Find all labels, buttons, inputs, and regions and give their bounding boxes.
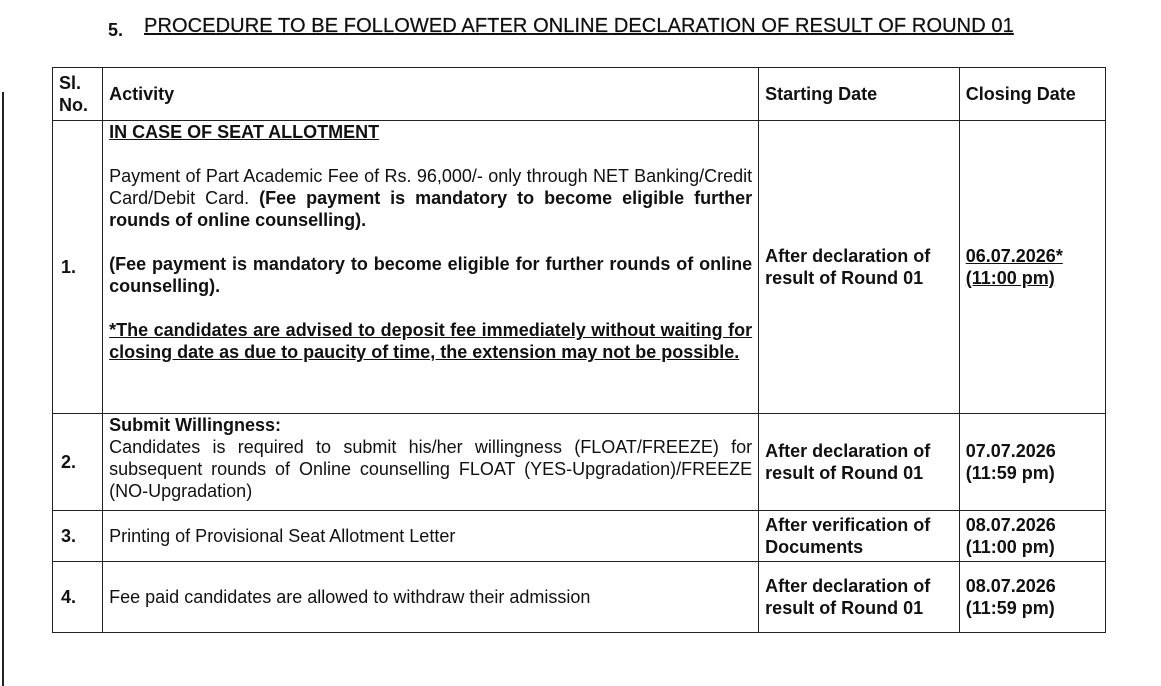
row-closing-date bbox=[959, 414, 1105, 511]
activity-text: Payment of Part Academic Fee of Rs. 96,000/- only through NET Banking/Credit Card/Debit Card. bbox=[109, 166, 753, 208]
row-closing-date bbox=[959, 511, 1105, 562]
activity-warning: *The candidates are advised to deposit fee immediately without waiting for closing date as due to paucity of time, the extension may not be possible. bbox=[109, 320, 753, 362]
closing-time: (11:59 pm) bbox=[965, 463, 1055, 483]
row-sl-no: 2. bbox=[53, 414, 103, 511]
header-activity: Activity bbox=[103, 68, 759, 121]
table-header-row bbox=[53, 68, 1106, 121]
activity-text: Candidates is required to submit his/her willingness (FLOAT/FREEZE) for subsequent rounds of Online counselling FLOAT (YES-Upgradation)/FREEZE (NO-Upgradation) bbox=[109, 437, 753, 501]
table-row bbox=[53, 562, 1106, 633]
row-sl-no: 1. bbox=[53, 121, 103, 414]
row-closing-date bbox=[959, 121, 1105, 414]
header-starting-date: Starting Date bbox=[759, 68, 960, 121]
section-title: PROCEDURE TO BE FOLLOWED AFTER ONLINE DECLARATION OF RESULT OF ROUND 01 bbox=[144, 15, 1014, 37]
row-activity bbox=[103, 121, 759, 414]
section-heading bbox=[108, 14, 1108, 38]
table-row bbox=[53, 121, 1106, 414]
closing-date: 07.07.2026 bbox=[965, 441, 1056, 461]
row-activity: Fee paid candidates are allowed to withdraw their admission bbox=[103, 562, 759, 633]
closing-time: (11:59 pm) bbox=[965, 598, 1055, 618]
row-activity: Printing of Provisional Seat Allotment Letter bbox=[103, 511, 759, 562]
header-closing-date: Closing Date bbox=[959, 68, 1105, 121]
activity-paragraph bbox=[109, 165, 752, 231]
schedule-table bbox=[52, 67, 1106, 633]
closing-date: 08.07.2026 bbox=[965, 515, 1056, 535]
row-closing-date bbox=[959, 562, 1105, 633]
table-row bbox=[53, 414, 1106, 511]
activity-note: (Fee payment is mandatory to become eligible further rounds of online counselling). bbox=[109, 188, 753, 230]
page-edge-rule bbox=[2, 92, 4, 686]
row-starting-date: After declaration of result of Round 01 bbox=[759, 121, 960, 414]
header-sl-no: Sl. No. bbox=[53, 68, 103, 121]
row-activity bbox=[103, 414, 759, 511]
row-sl-no: 3. bbox=[53, 511, 103, 562]
row-starting-date: After declaration of result of Round 01 bbox=[759, 414, 960, 511]
closing-date: 08.07.2026 bbox=[965, 576, 1056, 596]
section-number: 5. bbox=[108, 20, 124, 40]
row-starting-date: After declaration of result of Round 01 bbox=[759, 562, 960, 633]
activity-paragraph: (Fee payment is mandatory to become eligible for further rounds of online counselling). bbox=[109, 254, 753, 296]
closing-time: (11:00 pm) bbox=[965, 537, 1055, 557]
row-starting-date: After verification of Documents bbox=[759, 511, 960, 562]
closing-date: 06.07.2026* bbox=[965, 246, 1063, 266]
table-row bbox=[53, 511, 1106, 562]
closing-time: (11:00 pm) bbox=[965, 268, 1055, 288]
activity-heading: Submit Willingness: bbox=[109, 415, 281, 435]
activity-heading: IN CASE OF SEAT ALLOTMENT bbox=[109, 122, 380, 142]
row-sl-no: 4. bbox=[53, 562, 103, 633]
